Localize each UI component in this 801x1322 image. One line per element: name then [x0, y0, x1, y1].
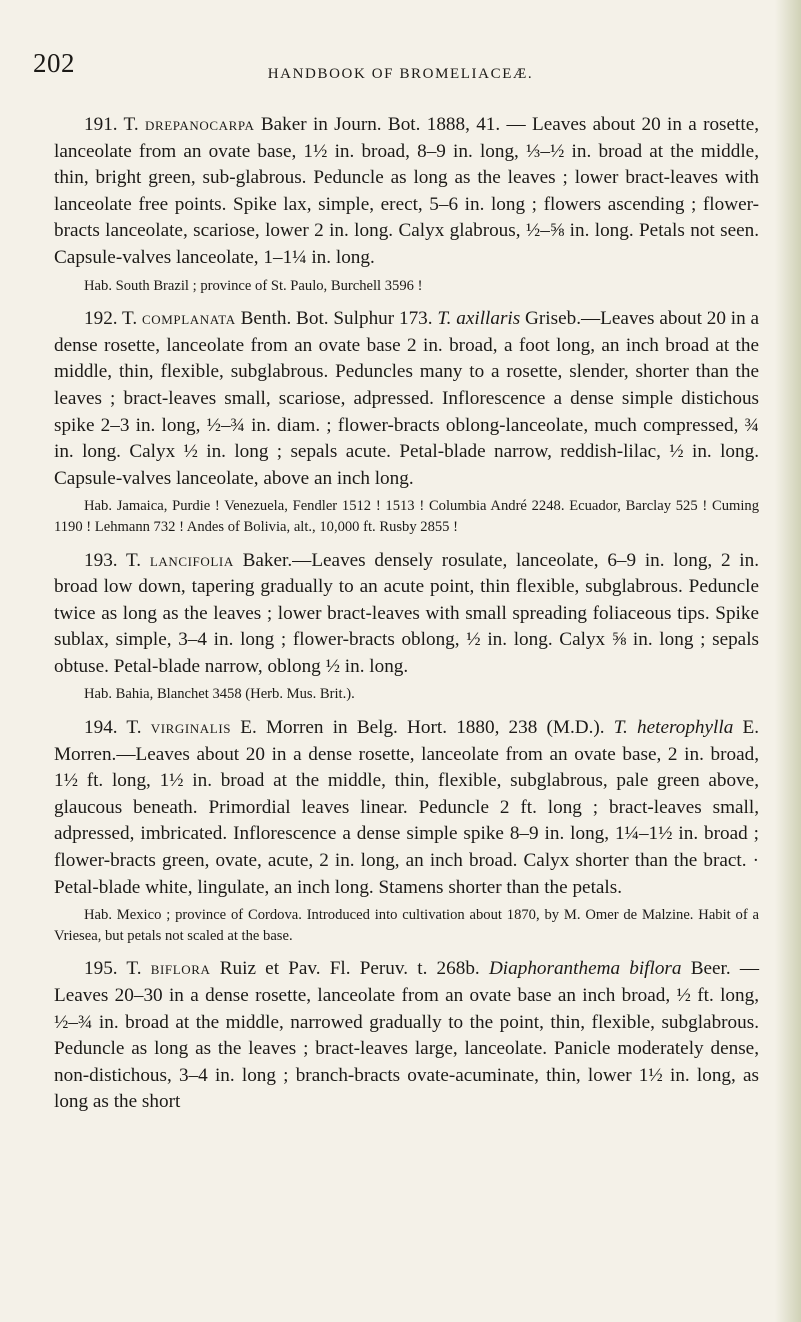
- page-body: [54, 112, 759, 1126]
- species-number: 191. T.: [84, 114, 139, 135]
- habitat-note: Hab. Jamaica, Purdie ! Venezuela, Fendler 1512 ! 1513 ! Columbia André 2248. Ecuador, Barclay 525 ! Cuming 1190 ! Lehmann 732 ! Andes of Bolivia, alt., 10,000 ft. Rusby 2855 !: [54, 498, 759, 535]
- synonym: T. heterophylla: [613, 717, 734, 739]
- citation-text: Benth. Bot. Sulphur 173.: [240, 308, 433, 330]
- page-edge-shadow: [775, 0, 801, 1322]
- page-number: 202: [33, 48, 75, 78]
- description-text: Beer. — Leaves 20–30 in a dense rosette, lanceolate from an ovate base an inch broad, ½ ft. long, ½–¾ in. broad at the middle, narrowed gradually to the point, thin, flexible, subglabrous. Peduncle as long as the leaves ; bract-leaves large, lanceolate. Panicle moderately dense, non-distichous, 3–4 in. long ; branch-bracts ovate-acuminate, thin, lower 1½ in. long, as long as the short: [54, 958, 760, 1113]
- habitat-note: Hab. South Brazil ; province of St. Paulo, Burchell 3596 !: [84, 277, 423, 294]
- description-text: Griseb.—Leaves about 20 in a dense rosette, lanceolate from an ovate base 2 in. broad, a foot long, an inch broad at the middle, thin, flexible, subglabrous. Peduncles many to a rosette, slender, shorter than the leaves ; bract-leaves small, scariose, adpressed. Inflorescence a dense simple distichous spike 2–3 in. long, ½–¾ in. diam. ; flower-bracts oblong-lanceolate, much compressed, ¾ in. long. Calyx ½ in. long ; sepals acute. Petal-blade narrow, reddish-lilac, ½ in. long. Capsule-valves lanceolate, above an inch long.: [54, 308, 760, 489]
- running-head: HANDBOOK OF BROMELIACEÆ.: [267, 66, 534, 82]
- species-description: [54, 112, 759, 272]
- habitat-note: Hab. Mexico ; province of Cordova. Introduced into cultivation about 1870, by M. Omer de Malzine. Habit of a Vriesea, but petals not scaled at the base.: [54, 907, 759, 944]
- synonym: T. axillaris: [437, 308, 521, 330]
- species-number: 194. T.: [84, 717, 142, 739]
- species-epithet: virginalis: [150, 717, 232, 739]
- species-number: 192. T.: [84, 308, 138, 330]
- description-text: Baker.—Leaves densely rosulate, lanceolate, 6–9 in. long, 2 in. broad low down, tapering gradually to an acute point, thin flexible, subglabrous. Peduncle twice as long as the leaves ; lower bract-leaves with small spreading foliaceous tips. Spike sublax, simple, 3–4 in. long ; flower-bracts oblong, ½ in. long. Calyx ⅝ in. long ; sepals obtuse. Petal-blade narrow, oblong ½ in. long.: [54, 549, 760, 677]
- species-description: [54, 548, 759, 681]
- species-entry-191: [54, 112, 759, 296]
- species-epithet: drepanocarpa: [144, 114, 255, 135]
- species-number: 195. T.: [84, 958, 142, 980]
- species-description: [54, 306, 759, 492]
- citation-text: E. Morren in Belg. Hort. 1880, 238 (M.D.).: [240, 717, 605, 739]
- citation-text: Ruiz et Pav. Fl. Peruv. t. 268b.: [219, 958, 480, 980]
- species-description: [54, 956, 759, 1116]
- species-entry-192: [54, 306, 759, 537]
- description-text: E. Morren.—Leaves about 20 in a dense rosette, lanceolate from an ovate base, 2 in. broad, 1½ ft. long, 1½ in. broad at the middle, thin, flexible, subglabrous, pale green above, glaucous beneath. Primordial leaves linear. Peduncle 2 ft. long ; bract-leaves small, adpressed, imbricated. Inflorescence a dense simple spike 8–9 in. long, 1¼–1½ in. broad ; flower-bracts green, ovate, acute, 2 in. long, an inch broad. Calyx shorter than the bract. · Petal-blade white, lingulate, an inch long. Stamens shorter than the petals.: [54, 717, 760, 898]
- species-epithet: complanata: [141, 308, 236, 330]
- synonym: Diaphoranthema biflora: [488, 958, 682, 980]
- species-description: [54, 715, 759, 901]
- species-entry-193: [54, 548, 759, 706]
- species-epithet: lancifolia: [149, 549, 234, 571]
- species-entry-194: [54, 715, 759, 946]
- habitat-note: Hab. Bahia, Blanchet 3458 (Herb. Mus. Brit.).: [84, 686, 355, 703]
- species-epithet: biflora: [150, 958, 211, 980]
- species-number: 193. T.: [84, 549, 142, 571]
- species-entry-195: [54, 956, 759, 1116]
- description-text: Baker in Journ. Bot. 1888, 41. — Leaves about 20 in a rosette, lanceolate from an ovate base, 1½ in. broad, 8–9 in. long, ⅓–½ in. broad at the middle, thin, bright green, sub-glabrous. Peduncle as long as the leaves ; lower bract-leaves with lanceolate free points. Spike lax, simple, erect, 5–6 in. long ; flowers ascending ; flower-bracts lanceolate, scariose, lower 2 in. long. Calyx glabrous, ½–⅝ in. long. Petals not seen. Capsule-valves lanceolate, 1–1¼ in. long.: [54, 114, 760, 268]
